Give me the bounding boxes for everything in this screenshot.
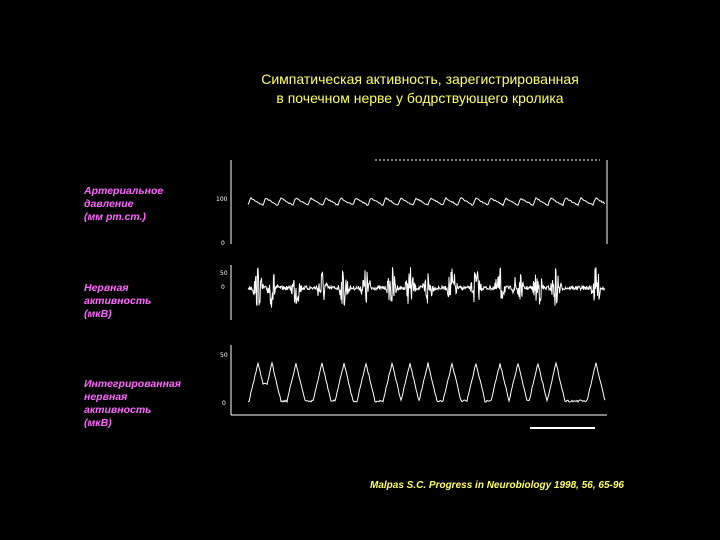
nerve-activity-trace: [248, 267, 605, 307]
pressure-top-tick: 100: [216, 196, 228, 203]
nerve-activity-label: Нервная активность (мкВ): [84, 282, 152, 320]
integrated-zero-tick: 0: [222, 400, 226, 407]
integrated-activity-trace: [248, 362, 605, 402]
integrated-top-tick: 50: [220, 352, 228, 359]
nerve-top-tick: 50: [220, 270, 228, 277]
pressure-zero-tick: 0: [221, 240, 225, 247]
pressure-trace: [248, 198, 605, 206]
pressure-label: Артериальное давление (мм рт.ст.): [84, 185, 164, 223]
citation: Malpas S.C. Progress in Neurobiology 1998, 56, 65-96: [370, 480, 624, 491]
nerve-zero-tick: 0: [221, 284, 225, 291]
integrated-activity-label: Интегрированная нервная активность (мкВ): [84, 378, 181, 429]
title-line-2: в почечном нерве у бодрствующего кролика: [276, 90, 564, 106]
title-line-1: Симпатическая активность, зарегистрированная: [261, 71, 579, 87]
